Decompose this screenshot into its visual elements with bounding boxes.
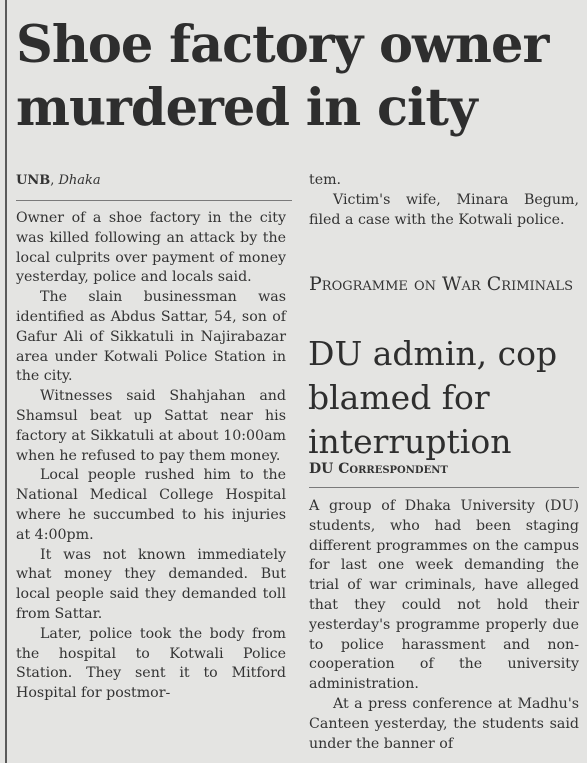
second-byline: DU Correspondent (309, 461, 448, 477)
second-headline: DU admin, cop blamed for interruption (308, 334, 558, 461)
byline: UNB, Dhaka (16, 173, 101, 188)
article-paragraph: At a press conference at Madhu's Canteen yesterday, the students said under the banner of (309, 695, 579, 752)
article-paragraph: Victim's wife, Minara Begum, filed a case with the Kotwali police. (309, 191, 579, 228)
main-headline: Shoe factory owner murdered in city (16, 15, 549, 138)
byline-rule (309, 487, 579, 488)
article-column-left (16, 209, 286, 704)
second-story-body (309, 497, 579, 754)
article-continuation: tem. (309, 172, 342, 188)
article-paragraph: Local people rushed him to the National Medical College Hospital where he succumbed to his injuries at 4:00pm. (16, 467, 286, 543)
article-column-right-continued (309, 171, 579, 230)
article-paragraph: Owner of a shoe factory in the city was killed following an attack by the local culprits over payment of money yesterday, police and locals said. (16, 210, 286, 286)
column-rule (5, 0, 7, 763)
article-paragraph: Later, police took the body from the hospital to Kotwali Police Station. They sent it to Mitford Hospital for postmor- (16, 625, 286, 702)
story-kicker: Programme on War Criminals (309, 273, 573, 295)
byline-agency: UNB (16, 173, 51, 188)
byline-dateline: Dhaka (58, 173, 101, 188)
byline-rule (16, 200, 292, 201)
article-paragraph: A group of Dhaka University (DU) students, who had been staging different programmes on the campus for last one week demanding the trial of war criminals, have alleged that they could not hold their yesterday's programme properly due to police harassment and non-cooperation of the university administration. (309, 498, 579, 693)
article-paragraph: Witnesses said Shahjahan and Shamsul beat up Sattat near his factory at Sikkatuli at about 10:00am when he refused to pay them money. (16, 388, 286, 464)
article-paragraph: The slain businessman was identified as Abdus Sattar, 54, son of Gafur Ali of Sikkatuli in Najirabazar area under Kotwali Police Station in the city. (16, 289, 286, 385)
article-paragraph: It was not known immediately what money they demanded. But local people said they demanded toll from Sattar. (16, 546, 286, 622)
